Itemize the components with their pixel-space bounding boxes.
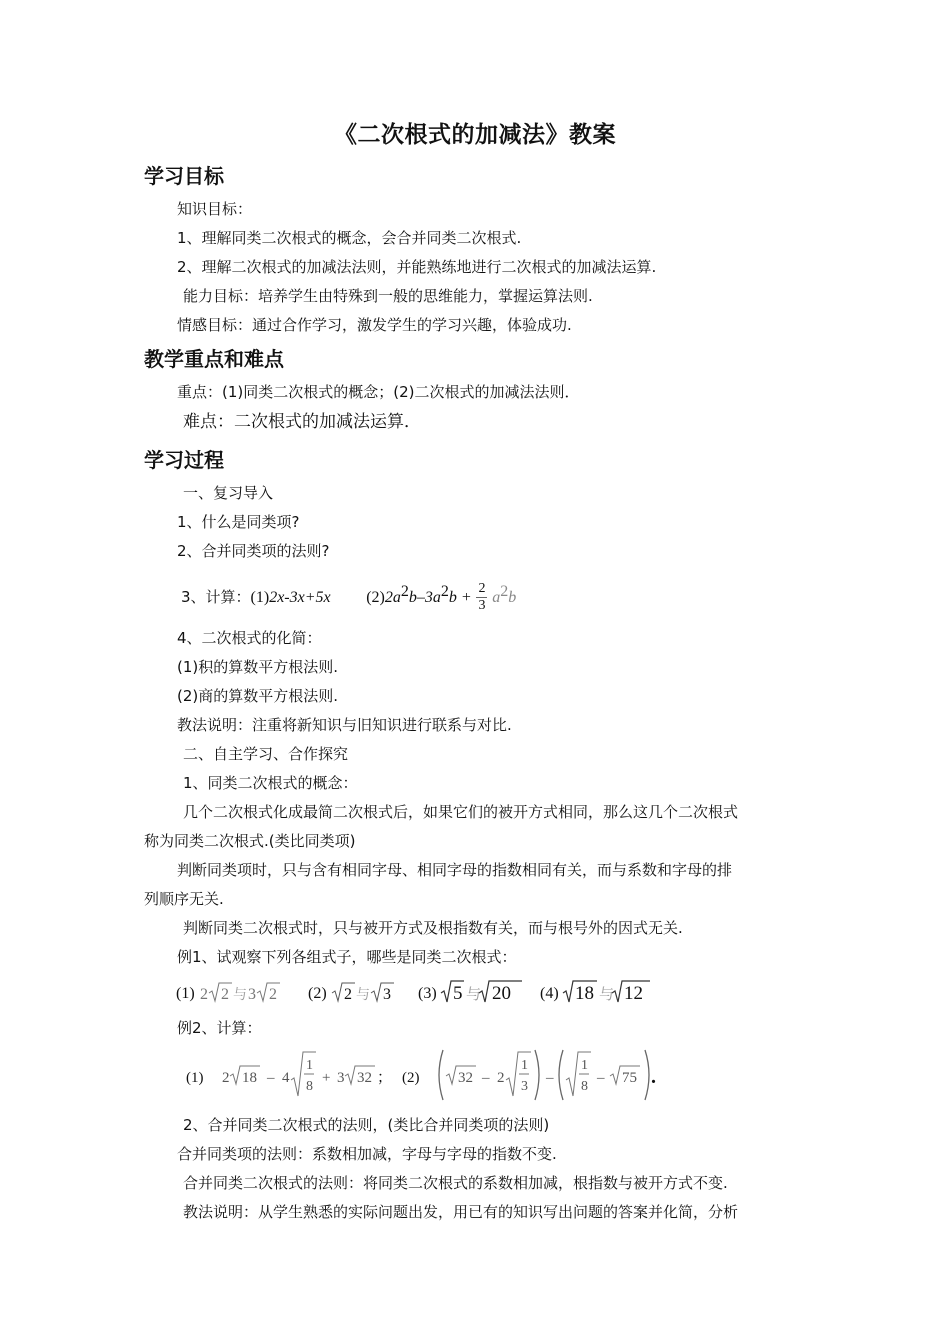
ex2-paren-open-2 <box>559 1050 563 1100</box>
review-title: 一、复习导入 <box>183 484 274 502</box>
heading-process: 学习过程 <box>144 448 224 472</box>
q3-sup-3: 2 <box>500 583 509 600</box>
rule-title: 2、合并同类二次根式的法则，(类比合并同类项的法则) <box>183 1116 550 1134</box>
example-2-formulas <box>180 1046 670 1104</box>
ex1-label-1: (1) <box>176 985 195 1002</box>
like-terms-rule: 合并同类项的法则：系数相加减，字母与字母的指数不变. <box>177 1145 557 1163</box>
ex2-paren-close-1 <box>535 1050 539 1100</box>
review-question-1: 1、什么是同类项? <box>177 513 300 531</box>
ex1-label-4: (4) <box>540 985 559 1002</box>
ex1-rad-3a: 5 <box>453 983 463 1004</box>
like-roots-rule: 合并同类二次根式的法则：将同类二次根式的系数相加减，根指数与被开方式不变. <box>183 1174 728 1192</box>
ex2-label-1: (1) <box>186 1070 204 1086</box>
ex2-coef-3: 3 <box>337 1070 345 1086</box>
judge-roots: 判断同类二次根式时，只与被开方式及根指数有关，而与根号外的因式无关. <box>183 919 683 937</box>
judge-terms-line-2: 列顺序无关. <box>144 890 224 908</box>
q3-expr-2c: b + <box>448 589 472 606</box>
heading-key-points: 教学重点和难点 <box>144 347 284 371</box>
ex2-minus-4: – <box>597 1070 605 1086</box>
ex1-with-4: 与 <box>599 987 615 1003</box>
ex1-with-1: 与 <box>233 988 247 1003</box>
example-1-title: 例1、试观察下列各组式子，哪些是同类二次根式： <box>177 948 517 966</box>
example-1-formulas <box>174 976 664 1008</box>
knowledge-item-2: 2、理解二次根式的加减法法则，并能熟练地进行二次根式的加减法运算. <box>177 258 657 276</box>
ex1-label-2: (2) <box>308 985 327 1002</box>
ex2-rad-18: 18 <box>242 1070 257 1086</box>
ex2-paren-open-1 <box>439 1050 443 1100</box>
q3-expr-1: 2x-3x+5x <box>269 589 331 606</box>
ex1-rad-3b: 20 <box>492 983 511 1004</box>
concept-line-2: 称为同类二次根式.(类比同类项) <box>144 832 356 850</box>
ex2-third-num: 1 <box>521 1058 528 1073</box>
ex2-minus-3: – <box>546 1070 554 1086</box>
document-title: 《二次根式的加减法》教案 <box>334 122 616 148</box>
ex2-eighth-den: 8 <box>581 1079 588 1094</box>
judge-terms-line-1: 判断同类项时，只与含有相同字母、相同字母的指数相同有关，而与系数和字母的排 <box>177 861 733 879</box>
explore-title: 二、自主学习、合作探究 <box>183 745 349 763</box>
ex2-period: . <box>651 1066 656 1088</box>
q3-label: 3、计算： <box>181 588 251 606</box>
ex1-coef-b1: 3 <box>248 986 256 1003</box>
ex1-rad-4b: 12 <box>624 983 643 1004</box>
ex1-rad-4a: 18 <box>575 983 594 1004</box>
ex2-label-2: (2) <box>402 1070 420 1086</box>
ex2-minus-2: – <box>482 1070 490 1086</box>
quotient-rule: (2)商的算数平方根法则. <box>177 687 339 705</box>
ex1-with-3: 与 <box>466 987 482 1003</box>
review-question-3 <box>181 581 516 614</box>
ability-goal: 能力目标：培养学生由特殊到一般的思维能力，掌握运算法则. <box>183 287 593 305</box>
focus-point: 重点：(1)同类二次根式的概念；(2)二次根式的加减法法则． <box>177 383 580 401</box>
ex2-eighth-num: 1 <box>581 1058 588 1073</box>
q3-tail-a: a <box>492 589 501 606</box>
knowledge-item-1: 1、理解同类二次根式的概念，会合并同类二次根式. <box>177 229 522 247</box>
ex1-coef-a1: 2 <box>200 986 208 1003</box>
difficulty-point: 难点：二次根式的加减法运算． <box>183 412 421 432</box>
q3-tail-b: b <box>508 589 517 606</box>
example-2-title: 例2、计算： <box>177 1019 262 1037</box>
review-question-4: 4、二次根式的化简： <box>177 629 322 647</box>
teaching-note-2: 教法说明：从学生熟悉的实际问题出发，用已有的知识写出问题的答案并化简，分析 <box>183 1203 739 1221</box>
ex1-label-3: (3) <box>418 985 437 1002</box>
ex2-third-den: 3 <box>521 1079 528 1094</box>
emotion-goal: 情感目标：通过合作学习，激发学生的学习兴趣，体验成功. <box>177 316 572 334</box>
ex2-frac-num: 1 <box>306 1058 313 1073</box>
q3-expr-2b: b–3a <box>408 589 441 606</box>
heading-goals: 学习目标 <box>144 164 224 188</box>
ex2-rad-75: 75 <box>622 1070 637 1086</box>
review-question-2: 2、合并同类项的法则? <box>177 542 330 560</box>
ex2-coef-1: 2 <box>222 1070 230 1086</box>
concept-line-1: 几个二次根式化成最简二次根式后，如果它们的被开方式相同，那么这几个二次根式 <box>183 803 739 821</box>
ex2-frac-den: 8 <box>306 1079 313 1094</box>
q3-fraction: $\frac{2}{3}$ <box>478 581 486 613</box>
ex2-minus-1: – <box>267 1070 275 1086</box>
ex1-rad-1a: 2 <box>221 986 229 1003</box>
ex1-rad-2b: 3 <box>383 986 391 1003</box>
ex1-with-2: 与 <box>356 988 370 1003</box>
product-rule: (1)积的算数平方根法则. <box>177 658 339 676</box>
ex2-coef-4: 4 <box>282 1070 290 1086</box>
q3-part2-label: (2) <box>366 589 385 606</box>
q3-sup-1: 2 <box>400 583 409 600</box>
ex2-semicolon: ； <box>377 1070 393 1086</box>
ex1-rad-2a: 2 <box>344 986 352 1003</box>
q3-expr-2a: 2a <box>384 589 401 606</box>
q3-sup-2: 2 <box>440 583 449 600</box>
q3-part1-label: (1) <box>250 589 270 606</box>
ex1-rad-1b: 2 <box>269 986 277 1003</box>
ex2-coef-2: 2 <box>497 1070 505 1086</box>
knowledge-label: 知识目标： <box>177 200 253 218</box>
ex2-paren-close-2 <box>645 1050 649 1100</box>
ex2-plus: + <box>322 1070 331 1086</box>
concept-title: 1、同类二次根式的概念： <box>183 774 358 792</box>
ex2-rad-32b: 32 <box>458 1070 473 1086</box>
teaching-note-1: 教法说明：注重将新知识与旧知识进行联系与对比. <box>177 716 512 734</box>
ex2-rad-32: 32 <box>357 1070 372 1086</box>
